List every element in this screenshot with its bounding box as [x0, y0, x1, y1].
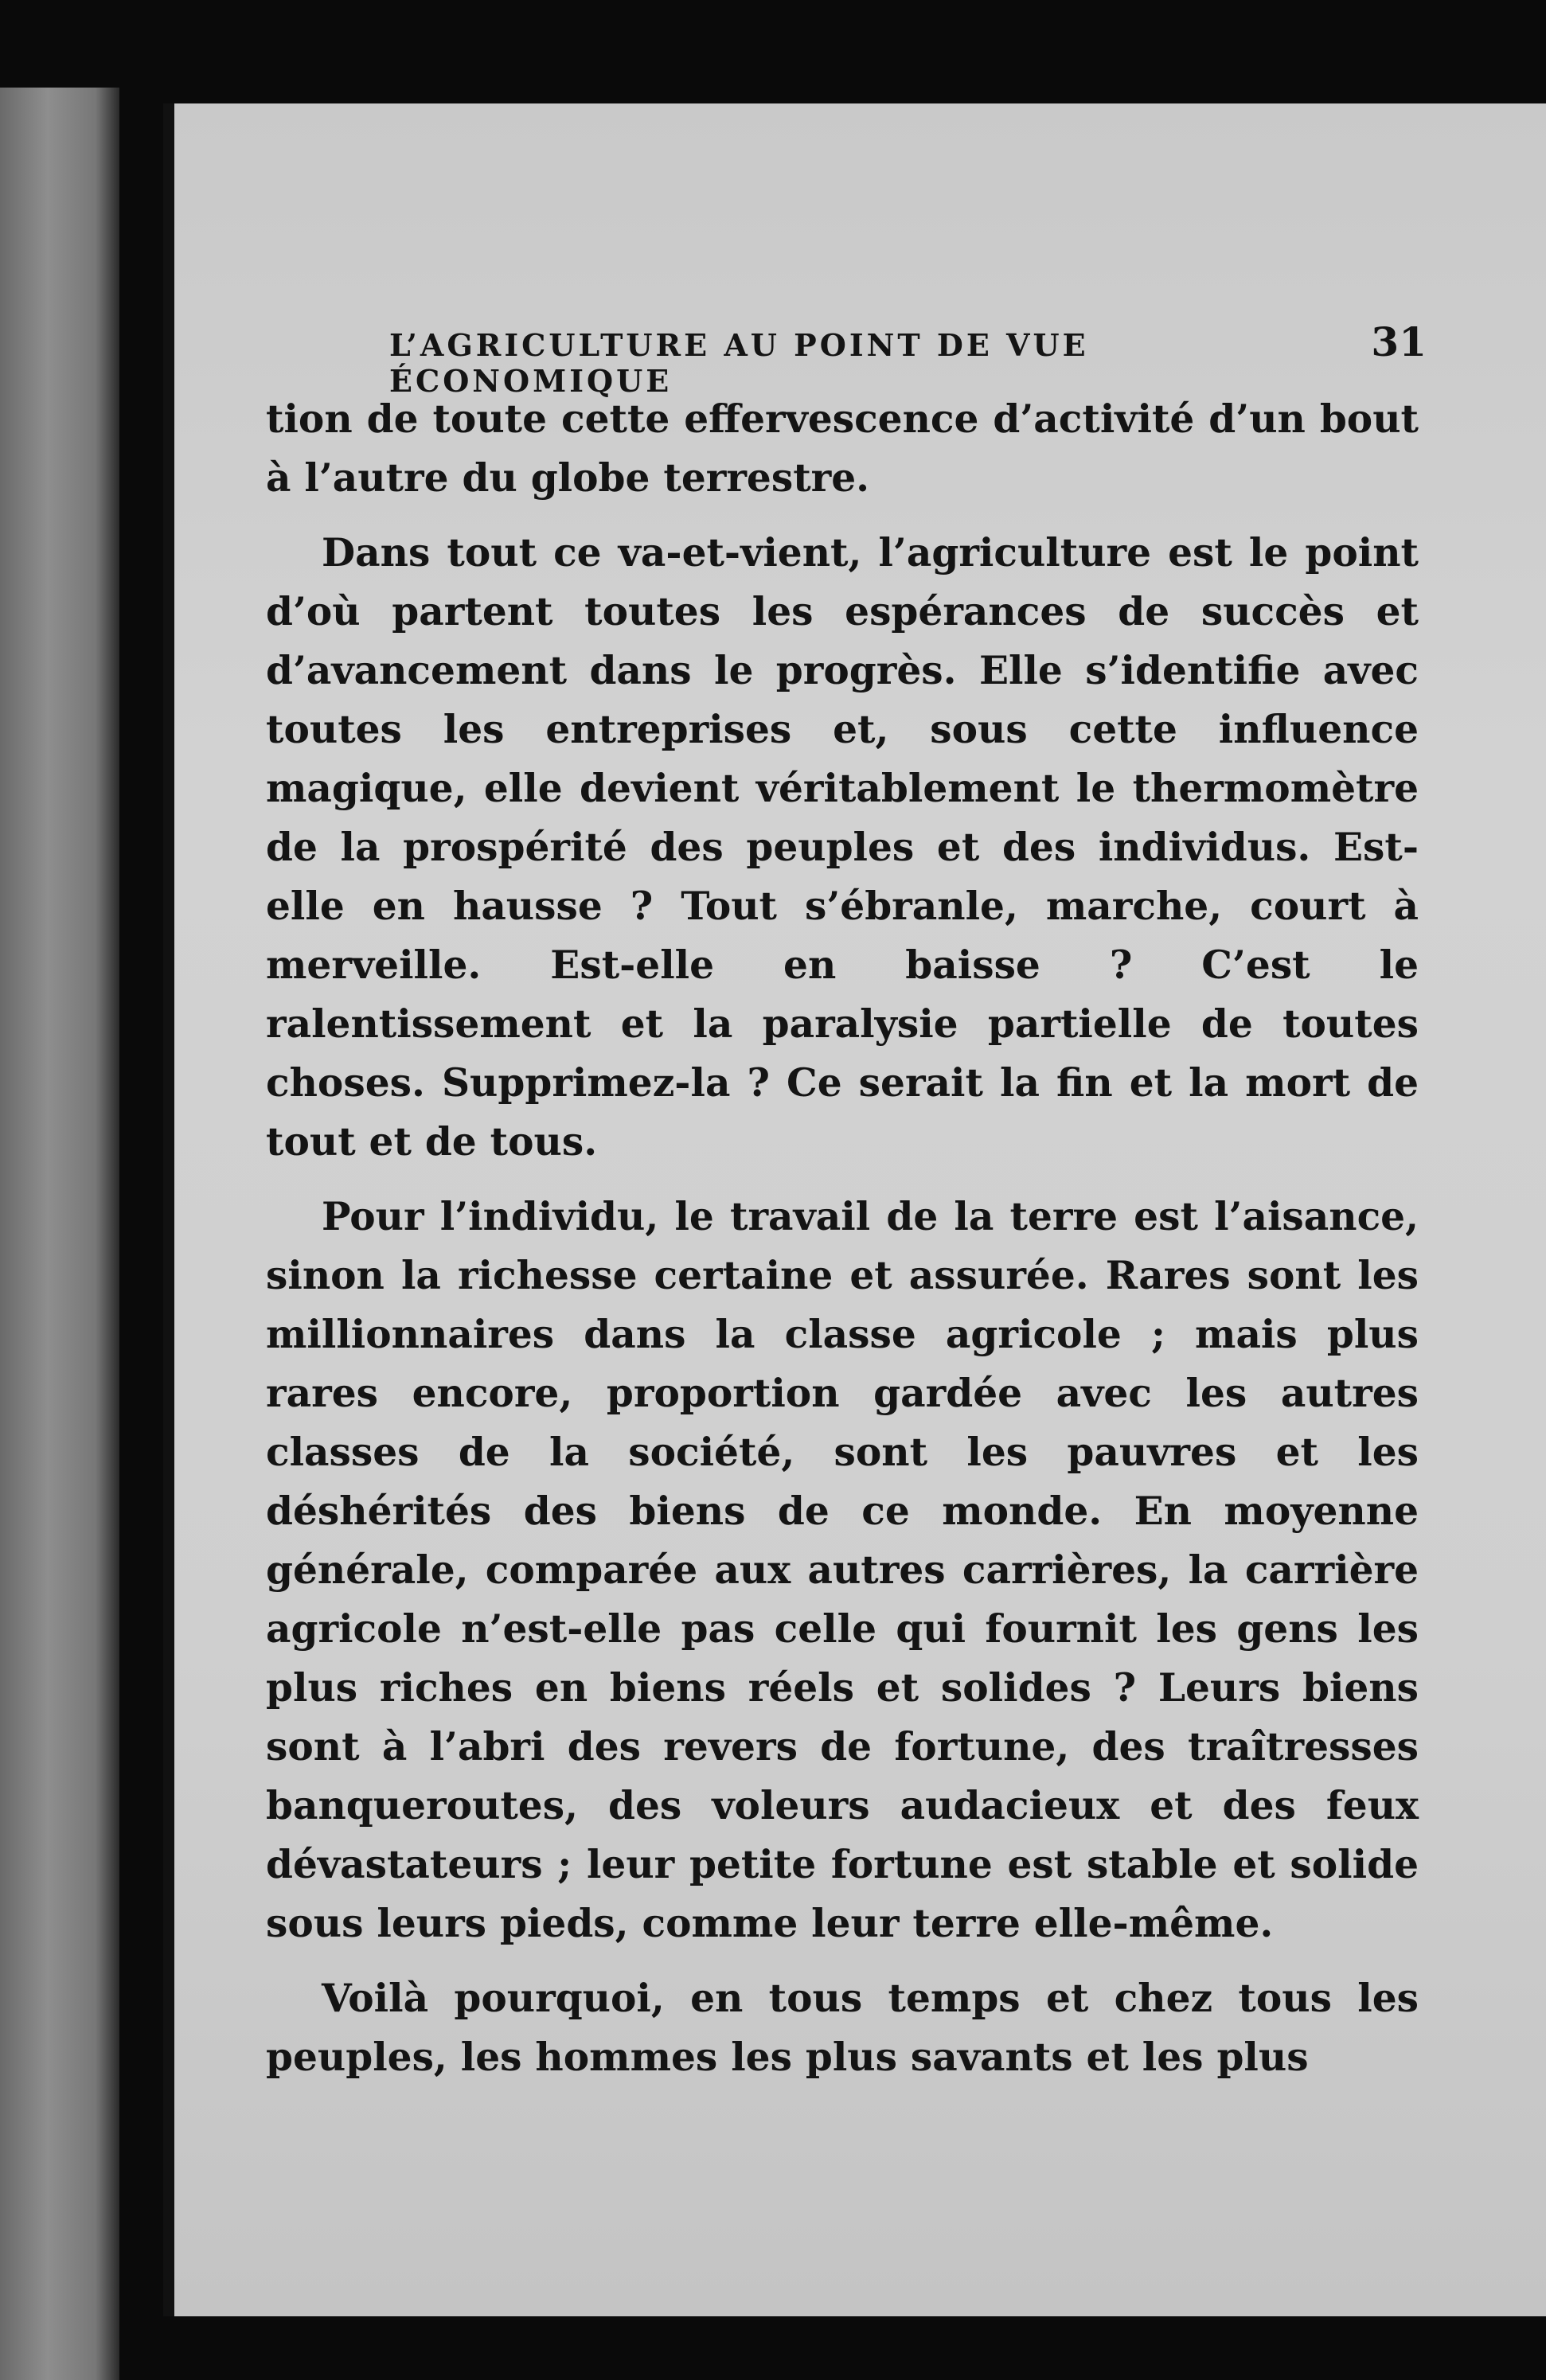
- page-number: 31: [1371, 318, 1427, 365]
- running-header: [389, 318, 1435, 399]
- paragraph-2: Dans tout ce va-et-vient, l’agriculture est le point d’où partent toutes les espérances de succès et d’avancement dans le progrès. Elle s’identifie avec toutes les entreprises et, sous cette influence magique, elle devient véritablement le thermomètre de la prospérité des peuples et des individus. Est-elle en hausse ? Tout s’ébranle, marche, court à merveille. Est-elle en baisse ? C’est le ralentissement et la paralysie partielle de toutes choses. Supprimez-la ? Ce serait la fin et la mort de tout et de tous.: [266, 530, 1419, 1165]
- previous-page-edge: [0, 88, 119, 2380]
- body-text: [266, 390, 1419, 2103]
- book-page: [163, 103, 1546, 2316]
- paragraph-4: Voilà pourquoi, en tous temps et chez tous les peuples, les hommes les plus savants et les plus: [266, 1976, 1419, 2080]
- page-content: [206, 103, 1435, 2316]
- running-title: L’AGRICULTURE AU POINT DE VUE ÉCONOMIQUE: [389, 327, 1089, 399]
- paragraph-1: tion de toute cette effervescence d’activité d’un bout à l’autre du globe terrestre.: [266, 396, 1419, 501]
- paragraph-3: Pour l’individu, le travail de la terre est l’aisance, sinon la richesse certaine et assurée. Rares sont les millionnaires dans la classe agricole ; mais plus rares encore, proportion gardée avec les autres classes de la société, sont les pauvres et les déshérités des biens de ce monde. En moyenne générale, comparée aux autres carrières, la carrière agricole n’est-elle pas celle qui fournit les gens les plus riches en biens réels et solides ? Leurs biens sont à l’abri des revers de fortune, des traîtresses banqueroutes, des voleurs audacieux et des feux dévastateurs ; leur petite fortune est stable et solide sous leurs pieds, comme leur terre elle-même.: [266, 1194, 1419, 1946]
